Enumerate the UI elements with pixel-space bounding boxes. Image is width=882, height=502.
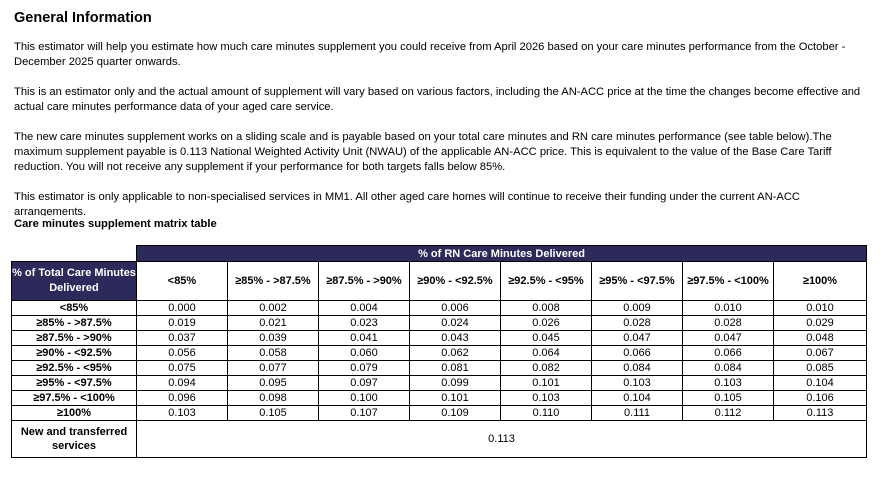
new-services-label: New and transferred services bbox=[12, 421, 137, 458]
table-cell: 0.101 bbox=[410, 391, 501, 406]
table-cell: 0.004 bbox=[319, 301, 410, 316]
page-title: General Information bbox=[14, 10, 152, 26]
row-label: ≥100% bbox=[12, 406, 137, 421]
table-cell: 0.109 bbox=[410, 406, 501, 421]
table-cell: 0.024 bbox=[410, 316, 501, 331]
row-label: ≥97.5% - <100% bbox=[12, 391, 137, 406]
total-minutes-row-header: % of Total Care Minutes Delivered bbox=[12, 262, 137, 301]
table-cell: 0.062 bbox=[410, 346, 501, 361]
row-label: ≥90% - <92.5% bbox=[12, 346, 137, 361]
row-label: ≥92.5% - <95% bbox=[12, 361, 137, 376]
intro-paragraph: This estimator will help you estimate how much care minutes supplement you could receive from April 2026 based on your care minutes performance from the October - December 2025 quarter onwards. bbox=[14, 41, 846, 68]
table-row bbox=[12, 361, 867, 376]
column-header: ≥85% - >87.5% bbox=[228, 262, 319, 301]
table-cell: 0.110 bbox=[501, 406, 592, 421]
column-header: ≥100% bbox=[774, 262, 867, 301]
table-cell: 0.045 bbox=[501, 331, 592, 346]
table-cell: 0.021 bbox=[228, 316, 319, 331]
table-cell: 0.066 bbox=[683, 346, 774, 361]
supplement-matrix-table bbox=[11, 245, 867, 458]
table-cell: 0.010 bbox=[683, 301, 774, 316]
column-header: ≥97.5% - <100% bbox=[683, 262, 774, 301]
table-cell: 0.107 bbox=[319, 406, 410, 421]
table-row bbox=[12, 331, 867, 346]
table-cell: 0.111 bbox=[592, 406, 683, 421]
table-cell: 0.105 bbox=[228, 406, 319, 421]
disclaimer-paragraph: This is an estimator only and the actual amount of supplement will vary based on various factors, including the AN-ACC price at the time the changes become effective and actual care minutes performance data of your aged care service. bbox=[14, 86, 861, 113]
table-cell: 0.094 bbox=[137, 376, 228, 391]
table-cell: 0.084 bbox=[683, 361, 774, 376]
table-cell: 0.058 bbox=[228, 346, 319, 361]
table-cell: 0.010 bbox=[774, 301, 867, 316]
table-cell: 0.098 bbox=[228, 391, 319, 406]
table-row bbox=[12, 376, 867, 391]
table-cell: 0.079 bbox=[319, 361, 410, 376]
table-row bbox=[12, 301, 867, 316]
column-header: ≥92.5% - <95% bbox=[501, 262, 592, 301]
column-header: <85% bbox=[137, 262, 228, 301]
new-services-value: 0.113 bbox=[137, 421, 867, 458]
table-cell: 0.113 bbox=[774, 406, 867, 421]
table-cell: 0.009 bbox=[592, 301, 683, 316]
table-row bbox=[12, 406, 867, 421]
table-cell: 0.000 bbox=[137, 301, 228, 316]
table-cell: 0.105 bbox=[683, 391, 774, 406]
table-row bbox=[12, 391, 867, 406]
table-cell: 0.043 bbox=[410, 331, 501, 346]
table-cell: 0.056 bbox=[137, 346, 228, 361]
table-cell: 0.081 bbox=[410, 361, 501, 376]
table-cell: 0.100 bbox=[319, 391, 410, 406]
table-cell: 0.008 bbox=[501, 301, 592, 316]
table-cell: 0.112 bbox=[683, 406, 774, 421]
row-label: ≥87.5% - >90% bbox=[12, 331, 137, 346]
table-cell: 0.104 bbox=[774, 376, 867, 391]
table-cell: 0.028 bbox=[592, 316, 683, 331]
table-cell: 0.103 bbox=[683, 376, 774, 391]
table-cell: 0.097 bbox=[319, 376, 410, 391]
table-title: Care minutes supplement matrix table bbox=[14, 218, 221, 230]
table-cell: 0.048 bbox=[774, 331, 867, 346]
row-label: <85% bbox=[12, 301, 137, 316]
table-cell: 0.066 bbox=[592, 346, 683, 361]
table-cell: 0.085 bbox=[774, 361, 867, 376]
table-cell: 0.037 bbox=[137, 331, 228, 346]
table-row bbox=[12, 316, 867, 331]
table-cell: 0.103 bbox=[137, 406, 228, 421]
table-cell: 0.026 bbox=[501, 316, 592, 331]
table-cell: 0.039 bbox=[228, 331, 319, 346]
table-cell: 0.106 bbox=[774, 391, 867, 406]
table-cell: 0.029 bbox=[774, 316, 867, 331]
table-cell: 0.041 bbox=[319, 331, 410, 346]
table-cell: 0.099 bbox=[410, 376, 501, 391]
supplement-explanation-paragraph: The new care minutes supplement works on a sliding scale and is payable based on your total care minutes and RN care minutes performance (see table below).The maximum supplement payable is 0.113 National Weighted Activity Unit (NWAU) of the applicable AN-ACC price. This is equivalent to the value of the Base Care Tariff reduction. You will not receive any supplement if your performance for both targets falls below 85%. bbox=[14, 131, 832, 173]
table-cell: 0.019 bbox=[137, 316, 228, 331]
table-cell: 0.006 bbox=[410, 301, 501, 316]
table-cell: 0.028 bbox=[683, 316, 774, 331]
table-cell: 0.103 bbox=[501, 391, 592, 406]
column-header: ≥95% - <97.5% bbox=[592, 262, 683, 301]
table-cell: 0.064 bbox=[501, 346, 592, 361]
table-cell: 0.047 bbox=[592, 331, 683, 346]
table-cell: 0.060 bbox=[319, 346, 410, 361]
applicability-paragraph: This estimator is only applicable to non-specialised services in MM1. All other aged care homes will continue to receive their funding under the current AN-ACC arrangements. bbox=[14, 191, 800, 216]
table-corner bbox=[12, 246, 137, 262]
table-cell: 0.067 bbox=[774, 346, 867, 361]
table-cell: 0.077 bbox=[228, 361, 319, 376]
table-cell: 0.103 bbox=[592, 376, 683, 391]
row-label: ≥95% - <97.5% bbox=[12, 376, 137, 391]
table-cell: 0.047 bbox=[683, 331, 774, 346]
table-cell: 0.002 bbox=[228, 301, 319, 316]
table-cell: 0.023 bbox=[319, 316, 410, 331]
table-cell: 0.101 bbox=[501, 376, 592, 391]
rn-minutes-group-header: % of RN Care Minutes Delivered bbox=[137, 246, 867, 262]
table-cell: 0.104 bbox=[592, 391, 683, 406]
column-header: ≥90% - <92.5% bbox=[410, 262, 501, 301]
new-services-row bbox=[12, 421, 867, 458]
column-header: ≥87.5% - >90% bbox=[319, 262, 410, 301]
table-cell: 0.084 bbox=[592, 361, 683, 376]
table-cell: 0.095 bbox=[228, 376, 319, 391]
row-label: ≥85% - >87.5% bbox=[12, 316, 137, 331]
table-cell: 0.096 bbox=[137, 391, 228, 406]
table-cell: 0.082 bbox=[501, 361, 592, 376]
table-cell: 0.075 bbox=[137, 361, 228, 376]
table-row bbox=[12, 346, 867, 361]
